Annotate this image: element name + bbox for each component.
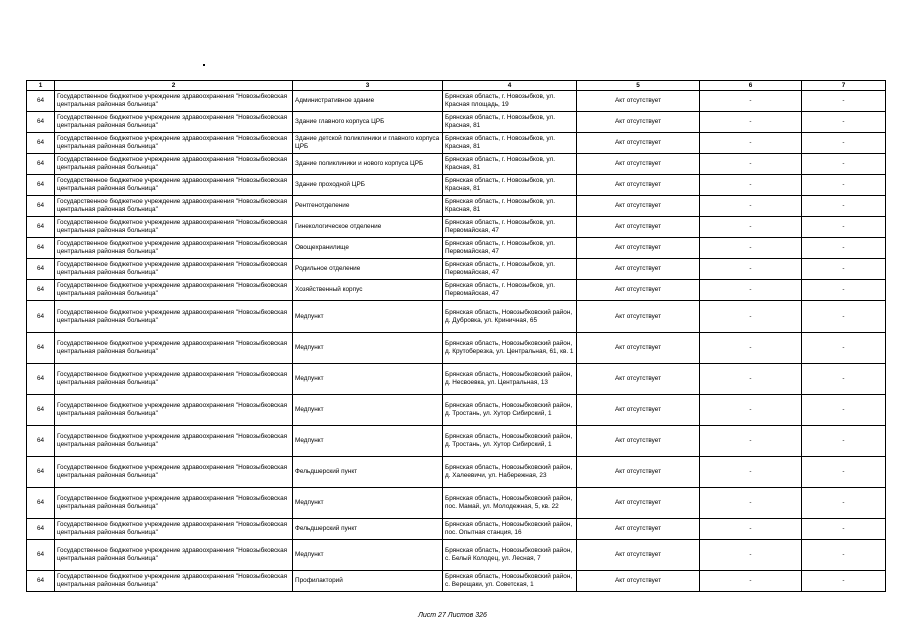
row-number: 64 bbox=[27, 333, 55, 364]
object-cell: Здание главного корпуса ЦРБ bbox=[293, 112, 443, 133]
organization-cell: Государственное бюджетное учреждение здравоохранения "Новозыбковская центральная районная больница" bbox=[55, 259, 293, 280]
address-cell: Брянская область, г. Новозыбков, ул. Красная, 81 bbox=[443, 196, 577, 217]
organization-cell: Государственное бюджетное учреждение здравоохранения "Новозыбковская центральная районная больница" bbox=[55, 217, 293, 238]
organization-cell: Государственное бюджетное учреждение здравоохранения "Новозыбковская центральная районная больница" bbox=[55, 196, 293, 217]
act-cell: Акт отсутствует bbox=[577, 175, 700, 196]
address-cell: Брянская область, Новозыбковский район, с. Белый Колодец, ул. Лесная, 7 bbox=[443, 540, 577, 571]
col7-cell: - bbox=[802, 217, 886, 238]
row-number: 64 bbox=[27, 175, 55, 196]
col6-cell: - bbox=[700, 280, 802, 301]
address-cell: Брянская область, Новозыбковский район, пос. Опытная станция, 16 bbox=[443, 519, 577, 540]
header-col-4: 4 bbox=[443, 81, 577, 91]
row-number: 64 bbox=[27, 112, 55, 133]
act-cell: Акт отсутствует bbox=[577, 280, 700, 301]
stray-dot bbox=[203, 64, 205, 66]
address-cell: Брянская область, Новозыбковский район, д. Крутоберезка, ул. Центральная, 61, кв. 1 bbox=[443, 333, 577, 364]
act-cell: Акт отсутствует bbox=[577, 91, 700, 112]
row-number: 64 bbox=[27, 301, 55, 333]
col6-cell: - bbox=[700, 426, 802, 457]
col7-cell: - bbox=[802, 571, 886, 592]
object-cell: Медпункт bbox=[293, 333, 443, 364]
col7-cell: - bbox=[802, 175, 886, 196]
table-row bbox=[27, 196, 886, 217]
col7-cell: - bbox=[802, 540, 886, 571]
col6-cell: - bbox=[700, 488, 802, 519]
table-row bbox=[27, 540, 886, 571]
object-cell: Медпункт bbox=[293, 488, 443, 519]
row-number: 64 bbox=[27, 196, 55, 217]
object-cell: Административное здание bbox=[293, 91, 443, 112]
table-row bbox=[27, 333, 886, 364]
address-cell: Брянская область, Новозыбковский район, д. Халеевичи, ул. Набережная, 23 bbox=[443, 457, 577, 488]
row-number: 64 bbox=[27, 540, 55, 571]
address-cell: Брянская область, Новозыбковский район, д. Дубровка, ул. Криничная, 65 bbox=[443, 301, 577, 333]
row-number: 64 bbox=[27, 457, 55, 488]
col6-cell: - bbox=[700, 238, 802, 259]
address-cell: Брянская область, Новозыбковский район, д. Несвоевка, ул. Центральная, 13 bbox=[443, 364, 577, 395]
address-cell: Брянская область, Новозыбковский район, д. Тростань, ул. Хутор Сибирский, 1 bbox=[443, 395, 577, 426]
table-row bbox=[27, 364, 886, 395]
act-cell: Акт отсутствует bbox=[577, 457, 700, 488]
table-row bbox=[27, 112, 886, 133]
col6-cell: - bbox=[700, 395, 802, 426]
act-cell: Акт отсутствует bbox=[577, 112, 700, 133]
table-row bbox=[27, 91, 886, 112]
object-cell: Медпункт bbox=[293, 426, 443, 457]
act-cell: Акт отсутствует bbox=[577, 301, 700, 333]
table-row bbox=[27, 154, 886, 175]
organization-cell: Государственное бюджетное учреждение здравоохранения "Новозыбковская центральная районная больница" bbox=[55, 488, 293, 519]
object-cell: Гинекологическое отделение bbox=[293, 217, 443, 238]
address-cell: Брянская область, Новозыбковский район, пос. Мамай, ул. Молодежная, 5, кв. 22 bbox=[443, 488, 577, 519]
col7-cell: - bbox=[802, 301, 886, 333]
act-cell: Акт отсутствует bbox=[577, 395, 700, 426]
table-row bbox=[27, 280, 886, 301]
col7-cell: - bbox=[802, 426, 886, 457]
address-cell: Брянская область, г. Новозыбков, ул. Первомайская, 47 bbox=[443, 238, 577, 259]
object-cell: Медпункт bbox=[293, 395, 443, 426]
col7-cell: - bbox=[802, 364, 886, 395]
col6-cell: - bbox=[700, 217, 802, 238]
address-cell: Брянская область, г. Новозыбков, ул. Красная, 81 bbox=[443, 133, 577, 154]
row-number: 64 bbox=[27, 259, 55, 280]
row-number: 64 bbox=[27, 426, 55, 457]
page-footer: Лист 27 Листов 326 bbox=[418, 612, 487, 619]
organization-cell: Государственное бюджетное учреждение здравоохранения "Новозыбковская центральная районная больница" bbox=[55, 571, 293, 592]
header-col-5: 5 bbox=[577, 81, 700, 91]
col7-cell: - bbox=[802, 133, 886, 154]
row-number: 64 bbox=[27, 154, 55, 175]
col7-cell: - bbox=[802, 112, 886, 133]
col7-cell: - bbox=[802, 457, 886, 488]
table-row bbox=[27, 395, 886, 426]
col6-cell: - bbox=[700, 112, 802, 133]
act-cell: Акт отсутствует bbox=[577, 488, 700, 519]
organization-cell: Государственное бюджетное учреждение здравоохранения "Новозыбковская центральная районная больница" bbox=[55, 519, 293, 540]
table-row bbox=[27, 175, 886, 196]
address-cell: Брянская область, г. Новозыбков, ул. Красная, 81 bbox=[443, 175, 577, 196]
organization-cell: Государственное бюджетное учреждение здравоохранения "Новозыбковская центральная районная больница" bbox=[55, 91, 293, 112]
header-col-2: 2 bbox=[55, 81, 293, 91]
organization-cell: Государственное бюджетное учреждение здравоохранения "Новозыбковская центральная районная больница" bbox=[55, 333, 293, 364]
header-col-1: 1 bbox=[27, 81, 55, 91]
row-number: 64 bbox=[27, 571, 55, 592]
table-row bbox=[27, 238, 886, 259]
table-row bbox=[27, 133, 886, 154]
col6-cell: - bbox=[700, 259, 802, 280]
organization-cell: Государственное бюджетное учреждение здравоохранения "Новозыбковская центральная районная больница" bbox=[55, 426, 293, 457]
header-col-6: 6 bbox=[700, 81, 802, 91]
address-cell: Брянская область, г. Новозыбков, ул. Первомайская, 47 bbox=[443, 259, 577, 280]
object-cell: Фельдшерский пункт bbox=[293, 457, 443, 488]
row-number: 64 bbox=[27, 488, 55, 519]
col6-cell: - bbox=[700, 519, 802, 540]
row-number: 64 bbox=[27, 217, 55, 238]
address-cell: Брянская область, Новозыбковский район, д. Тростань, ул. Хутор Сибирский, 1 bbox=[443, 426, 577, 457]
table-row bbox=[27, 426, 886, 457]
col7-cell: - bbox=[802, 259, 886, 280]
row-number: 64 bbox=[27, 280, 55, 301]
object-cell: Здание детской поликлиники и главного корпуса ЦРБ bbox=[293, 133, 443, 154]
col6-cell: - bbox=[700, 133, 802, 154]
row-number: 64 bbox=[27, 519, 55, 540]
organization-cell: Государственное бюджетное учреждение здравоохранения "Новозыбковская центральная районная больница" bbox=[55, 457, 293, 488]
act-cell: Акт отсутствует bbox=[577, 196, 700, 217]
object-cell: Овощехранилище bbox=[293, 238, 443, 259]
header-col-3: 3 bbox=[293, 81, 443, 91]
object-cell: Хозяйственный корпус bbox=[293, 280, 443, 301]
address-cell: Брянская область, г. Новозыбков, ул. Первомайская, 47 bbox=[443, 217, 577, 238]
row-number: 64 bbox=[27, 238, 55, 259]
table-row bbox=[27, 457, 886, 488]
table-row bbox=[27, 488, 886, 519]
object-cell: Медпункт bbox=[293, 364, 443, 395]
act-cell: Акт отсутствует bbox=[577, 238, 700, 259]
registry-table bbox=[26, 80, 886, 592]
col7-cell: - bbox=[802, 280, 886, 301]
act-cell: Акт отсутствует bbox=[577, 364, 700, 395]
row-number: 64 bbox=[27, 133, 55, 154]
object-cell: Профилакторий bbox=[293, 571, 443, 592]
object-cell: Родильное отделение bbox=[293, 259, 443, 280]
col6-cell: - bbox=[700, 301, 802, 333]
object-cell: Медпункт bbox=[293, 540, 443, 571]
act-cell: Акт отсутствует bbox=[577, 259, 700, 280]
header-col-7: 7 bbox=[802, 81, 886, 91]
row-number: 64 bbox=[27, 364, 55, 395]
organization-cell: Государственное бюджетное учреждение здравоохранения "Новозыбковская центральная районная больница" bbox=[55, 301, 293, 333]
col7-cell: - bbox=[802, 488, 886, 519]
address-cell: Брянская область, г. Новозыбков, ул. Красная, 81 bbox=[443, 112, 577, 133]
address-cell: Брянская область, г. Новозыбков, ул. Красная площадь, 19 bbox=[443, 91, 577, 112]
col6-cell: - bbox=[700, 333, 802, 364]
col6-cell: - bbox=[700, 91, 802, 112]
address-cell: Брянская область, г. Новозыбков, ул. Красная, 81 bbox=[443, 154, 577, 175]
act-cell: Акт отсутствует bbox=[577, 333, 700, 364]
act-cell: Акт отсутствует bbox=[577, 571, 700, 592]
col6-cell: - bbox=[700, 540, 802, 571]
col6-cell: - bbox=[700, 364, 802, 395]
table-row bbox=[27, 301, 886, 333]
object-cell: Здание проходной ЦРБ bbox=[293, 175, 443, 196]
col7-cell: - bbox=[802, 333, 886, 364]
col6-cell: - bbox=[700, 457, 802, 488]
object-cell: Здание поликлиники и нового корпуса ЦРБ bbox=[293, 154, 443, 175]
col6-cell: - bbox=[700, 175, 802, 196]
act-cell: Акт отсутствует bbox=[577, 540, 700, 571]
table-row bbox=[27, 259, 886, 280]
address-cell: Брянская область, Новозыбковский район, с. Верещаки, ул. Советская, 1 bbox=[443, 571, 577, 592]
organization-cell: Государственное бюджетное учреждение здравоохранения "Новозыбковская центральная районная больница" bbox=[55, 280, 293, 301]
col7-cell: - bbox=[802, 519, 886, 540]
organization-cell: Государственное бюджетное учреждение здравоохранения "Новозыбковская центральная районная больница" bbox=[55, 133, 293, 154]
organization-cell: Государственное бюджетное учреждение здравоохранения "Новозыбковская центральная районная больница" bbox=[55, 175, 293, 196]
table-row bbox=[27, 519, 886, 540]
object-cell: Медпункт bbox=[293, 301, 443, 333]
organization-cell: Государственное бюджетное учреждение здравоохранения "Новозыбковская центральная районная больница" bbox=[55, 540, 293, 571]
act-cell: Акт отсутствует bbox=[577, 426, 700, 457]
act-cell: Акт отсутствует bbox=[577, 217, 700, 238]
organization-cell: Государственное бюджетное учреждение здравоохранения "Новозыбковская центральная районная больница" bbox=[55, 395, 293, 426]
address-cell: Брянская область, г. Новозыбков, ул. Первомайская, 47 bbox=[443, 280, 577, 301]
col7-cell: - bbox=[802, 238, 886, 259]
table-row bbox=[27, 217, 886, 238]
col7-cell: - bbox=[802, 395, 886, 426]
act-cell: Акт отсутствует bbox=[577, 133, 700, 154]
organization-cell: Государственное бюджетное учреждение здравоохранения "Новозыбковская центральная районная больница" bbox=[55, 238, 293, 259]
row-number: 64 bbox=[27, 91, 55, 112]
object-cell: Фельдшерский пункт bbox=[293, 519, 443, 540]
col7-cell: - bbox=[802, 154, 886, 175]
organization-cell: Государственное бюджетное учреждение здравоохранения "Новозыбковская центральная районная больница" bbox=[55, 364, 293, 395]
organization-cell: Государственное бюджетное учреждение здравоохранения "Новозыбковская центральная районная больница" bbox=[55, 154, 293, 175]
col7-cell: - bbox=[802, 196, 886, 217]
col6-cell: - bbox=[700, 571, 802, 592]
object-cell: Рентгенотделение bbox=[293, 196, 443, 217]
act-cell: Акт отсутствует bbox=[577, 519, 700, 540]
col6-cell: - bbox=[700, 196, 802, 217]
table-row bbox=[27, 571, 886, 592]
header-row bbox=[27, 81, 886, 91]
col6-cell: - bbox=[700, 154, 802, 175]
organization-cell: Государственное бюджетное учреждение здравоохранения "Новозыбковская центральная районная больница" bbox=[55, 112, 293, 133]
act-cell: Акт отсутствует bbox=[577, 154, 700, 175]
row-number: 64 bbox=[27, 395, 55, 426]
col7-cell: - bbox=[802, 91, 886, 112]
